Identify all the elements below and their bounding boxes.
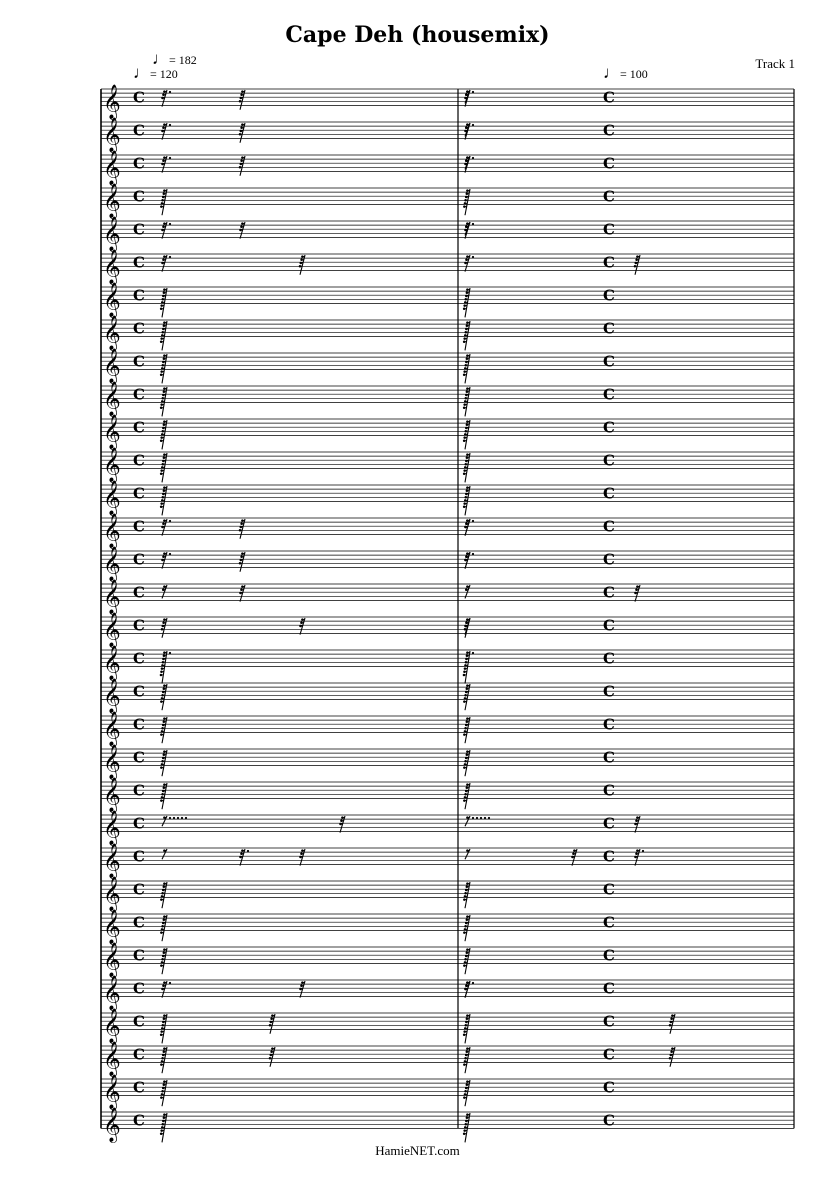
time-signature-icon: C bbox=[133, 286, 145, 305]
staff-31 bbox=[101, 1074, 794, 1110]
tempo-value: = 120 bbox=[150, 67, 178, 81]
time-signature-icon: C bbox=[133, 946, 145, 965]
time-signature-icon: C bbox=[133, 550, 145, 569]
staff-4 bbox=[101, 183, 794, 219]
time-signature-icon: C bbox=[133, 418, 145, 437]
sixty-fourth-rest-icon bbox=[160, 354, 167, 383]
time-signature-icon: C bbox=[133, 253, 145, 272]
treble-clef-icon: 𝄞 bbox=[103, 579, 121, 615]
sixty-fourth-rest-icon bbox=[463, 387, 470, 416]
time-signature-icon: C bbox=[603, 814, 615, 833]
sixty-fourth-rest-icon bbox=[463, 750, 470, 776]
quarter-note-icon: ♩ bbox=[603, 63, 620, 82]
time-signature-icon: C bbox=[133, 583, 145, 602]
augmentation-dot bbox=[169, 817, 171, 819]
staff-15 bbox=[101, 546, 794, 582]
sixty-fourth-rest-icon bbox=[299, 849, 305, 866]
time-signature-icon: C bbox=[603, 352, 615, 371]
tempo-value: = 182 bbox=[169, 53, 197, 67]
staff-10 bbox=[101, 381, 794, 417]
augmentation-dot bbox=[472, 520, 474, 522]
sixty-fourth-rest-icon bbox=[464, 552, 470, 569]
time-signature-icon: C bbox=[133, 121, 145, 140]
sixty-fourth-rest-icon bbox=[463, 684, 470, 710]
sixty-fourth-rest-icon bbox=[464, 618, 470, 635]
sixty-fourth-rest-icon bbox=[161, 519, 171, 536]
staff-27 bbox=[101, 942, 794, 978]
sixty-fourth-rest-icon bbox=[161, 123, 171, 140]
staff-32 bbox=[101, 1107, 794, 1143]
treble-clef-icon: 𝄞 bbox=[103, 183, 121, 219]
staff-28 bbox=[101, 975, 794, 1011]
time-signature-icon: C bbox=[133, 715, 145, 734]
time-signature-icon: C bbox=[133, 1078, 145, 1097]
track-label: Track 1 bbox=[755, 56, 795, 71]
sixty-fourth-rest-icon bbox=[463, 717, 470, 743]
sixty-fourth-rest-icon bbox=[463, 915, 470, 941]
sixty-fourth-rest-icon bbox=[160, 882, 167, 908]
augmentation-dot bbox=[181, 817, 183, 819]
staff-22 bbox=[101, 777, 794, 813]
time-signature-icon: C bbox=[133, 1012, 145, 1031]
treble-clef-icon: 𝄞 bbox=[103, 678, 121, 714]
time-signature-icon: C bbox=[603, 253, 615, 272]
treble-clef-icon: 𝄞 bbox=[103, 810, 121, 846]
sixty-fourth-rest-icon bbox=[463, 1014, 470, 1043]
time-signature-icon: C bbox=[603, 286, 615, 305]
augmentation-dot bbox=[169, 124, 171, 126]
time-signature-icon: C bbox=[603, 979, 615, 998]
time-signature-icon: C bbox=[603, 616, 615, 635]
time-signature-icon: C bbox=[133, 649, 145, 668]
time-signature-icon: C bbox=[603, 1078, 615, 1097]
sixty-fourth-rest-icon bbox=[160, 750, 167, 776]
staff-13 bbox=[101, 480, 794, 516]
quarter-note-icon: ♩ bbox=[133, 63, 150, 82]
treble-clef-icon: 𝄞 bbox=[103, 84, 121, 120]
time-signature-icon: C bbox=[603, 880, 615, 899]
time-signature-icon: C bbox=[603, 682, 615, 701]
sixty-fourth-rest-icon bbox=[463, 783, 470, 809]
time-signature-icon: C bbox=[133, 1045, 145, 1064]
time-signature-icon: C bbox=[603, 385, 615, 404]
time-signature-icon: C bbox=[133, 352, 145, 371]
sixty-fourth-rest-icon bbox=[161, 255, 171, 272]
augmentation-dot bbox=[476, 817, 478, 819]
sixty-fourth-rest-icon bbox=[162, 849, 167, 859]
time-signature-icon: C bbox=[133, 88, 145, 107]
staff-24 bbox=[101, 843, 794, 879]
time-signature-icon: C bbox=[603, 748, 615, 767]
augmentation-dot bbox=[169, 157, 171, 159]
sixty-fourth-rest-icon bbox=[161, 552, 171, 569]
sixty-fourth-rest-icon bbox=[634, 849, 644, 866]
sixty-fourth-rest-icon bbox=[160, 915, 167, 941]
time-signature-icon: C bbox=[603, 583, 615, 602]
time-signature-icon: C bbox=[133, 484, 145, 503]
sixty-fourth-rest-icon bbox=[463, 486, 470, 515]
treble-clef-icon: 𝄞 bbox=[103, 282, 121, 318]
augmentation-dot bbox=[472, 817, 474, 819]
staff-7 bbox=[101, 282, 794, 318]
augmentation-dot bbox=[472, 91, 474, 93]
staff-17 bbox=[101, 612, 794, 648]
staff-18 bbox=[101, 645, 794, 683]
sixty-fourth-rest-icon bbox=[160, 1047, 167, 1073]
treble-clef-icon: 𝄞 bbox=[103, 414, 121, 450]
sixty-fourth-rest-icon bbox=[161, 981, 171, 998]
treble-clef-icon: 𝄞 bbox=[103, 975, 121, 1011]
sixty-fourth-rest-icon bbox=[160, 1080, 167, 1106]
time-signature-icon: C bbox=[603, 1111, 615, 1130]
sixty-fourth-rest-icon bbox=[239, 585, 245, 602]
treble-clef-icon: 𝄞 bbox=[103, 150, 121, 186]
staff-23 bbox=[101, 810, 794, 846]
sixty-fourth-rest-icon bbox=[463, 1113, 470, 1142]
time-signature-icon: C bbox=[603, 319, 615, 338]
augmentation-dot bbox=[169, 520, 171, 522]
time-signature-icon: C bbox=[133, 880, 145, 899]
sixty-fourth-rest-icon bbox=[465, 849, 470, 859]
sixty-fourth-rest-icon bbox=[463, 354, 470, 383]
sixty-fourth-rest-icon bbox=[463, 1080, 470, 1106]
time-signature-icon: C bbox=[133, 748, 145, 767]
time-signature-icon: C bbox=[603, 649, 615, 668]
augmentation-dot bbox=[472, 124, 474, 126]
staff-25 bbox=[101, 876, 794, 912]
staff-14 bbox=[101, 513, 794, 549]
augmentation-dot bbox=[169, 652, 171, 654]
time-signature-icon: C bbox=[603, 187, 615, 206]
treble-clef-icon: 𝄞 bbox=[103, 876, 121, 912]
staff-9 bbox=[101, 348, 794, 384]
treble-clef-icon: 𝄞 bbox=[103, 777, 121, 813]
augmentation-dot bbox=[484, 817, 486, 819]
sixty-fourth-rest-icon bbox=[160, 1014, 167, 1043]
augmentation-dot bbox=[488, 817, 490, 819]
sixty-fourth-rest-icon bbox=[160, 948, 167, 974]
tempo-value: = 100 bbox=[620, 67, 648, 81]
staff-2 bbox=[101, 117, 794, 153]
time-signature-icon: C bbox=[603, 715, 615, 734]
sixty-fourth-rest-icon bbox=[464, 981, 470, 998]
augmentation-dot bbox=[173, 817, 175, 819]
augmentation-dot bbox=[177, 817, 179, 819]
time-signature-icon: C bbox=[133, 1111, 145, 1130]
time-signature-icon: C bbox=[133, 451, 145, 470]
augmentation-dot bbox=[472, 223, 474, 225]
sixty-fourth-rest-icon bbox=[160, 486, 167, 515]
sixty-fourth-rest-icon bbox=[239, 222, 245, 239]
time-signature-icon: C bbox=[603, 88, 615, 107]
sixty-fourth-rest-icon bbox=[463, 948, 470, 974]
score-title: Cape Deh (housemix) bbox=[285, 22, 550, 48]
treble-clef-icon: 𝄞 bbox=[103, 117, 121, 153]
staff-8 bbox=[101, 315, 794, 351]
time-signature-icon: C bbox=[133, 979, 145, 998]
time-signature-icon: C bbox=[133, 517, 145, 536]
sixty-fourth-rest-icon bbox=[634, 816, 640, 833]
time-signature-icon: C bbox=[133, 385, 145, 404]
time-signature-icon: C bbox=[133, 913, 145, 932]
time-signature-icon: C bbox=[133, 847, 145, 866]
sixty-fourth-rest-icon bbox=[160, 717, 167, 743]
staff-30 bbox=[101, 1041, 794, 1077]
time-signature-icon: C bbox=[603, 154, 615, 173]
time-signature-icon: C bbox=[603, 913, 615, 932]
sixty-fourth-rest-icon bbox=[463, 321, 470, 350]
sixty-fourth-rest-icon bbox=[463, 288, 470, 317]
treble-clef-icon: 𝄞 bbox=[103, 381, 121, 417]
sixty-fourth-rest-icon bbox=[239, 849, 249, 866]
staff-19 bbox=[101, 678, 794, 714]
sixty-fourth-rest-icon bbox=[162, 816, 187, 826]
augmentation-dot bbox=[169, 256, 171, 258]
treble-clef-icon: 𝄞 bbox=[103, 843, 121, 879]
augmentation-dot bbox=[472, 652, 474, 654]
time-signature-icon: C bbox=[603, 847, 615, 866]
time-signature-icon: C bbox=[603, 550, 615, 569]
staff-5 bbox=[101, 216, 794, 252]
sixty-fourth-rest-icon bbox=[464, 519, 470, 536]
sixty-fourth-rest-icon bbox=[160, 684, 167, 710]
time-signature-icon: C bbox=[603, 781, 615, 800]
treble-clef-icon: 𝄞 bbox=[103, 645, 121, 681]
sixty-fourth-rest-icon bbox=[299, 981, 305, 998]
time-signature-icon: C bbox=[133, 220, 145, 239]
staff-12 bbox=[101, 447, 794, 483]
staff-16 bbox=[101, 579, 794, 615]
time-signature-icon: C bbox=[603, 220, 615, 239]
sixty-fourth-rest-icon bbox=[463, 1047, 470, 1073]
time-signature-icon: C bbox=[603, 451, 615, 470]
augmentation-dot bbox=[185, 817, 187, 819]
augmentation-dot bbox=[169, 982, 171, 984]
sixty-fourth-rest-icon bbox=[160, 189, 167, 215]
sixty-fourth-rest-icon bbox=[161, 156, 171, 173]
treble-clef-icon: 𝄞 bbox=[103, 546, 121, 582]
sixty-fourth-rest-icon bbox=[339, 816, 345, 833]
staff-6 bbox=[101, 249, 794, 285]
sixty-fourth-rest-icon bbox=[465, 816, 490, 826]
time-signature-icon: C bbox=[603, 517, 615, 536]
sixty-fourth-rest-icon bbox=[160, 453, 167, 482]
sixty-fourth-rest-icon bbox=[160, 321, 167, 350]
sixty-fourth-rest-icon bbox=[160, 783, 167, 809]
augmentation-dot bbox=[472, 553, 474, 555]
staff-26 bbox=[101, 909, 794, 945]
augmentation-dot bbox=[642, 850, 644, 852]
sixty-fourth-rest-icon bbox=[463, 453, 470, 482]
treble-clef-icon: 𝄞 bbox=[103, 480, 121, 516]
sixty-fourth-rest-icon bbox=[160, 651, 171, 684]
sixty-fourth-rest-icon bbox=[160, 288, 167, 317]
augmentation-dot bbox=[472, 982, 474, 984]
treble-clef-icon: 𝄞 bbox=[103, 348, 121, 384]
augmentation-dot bbox=[169, 91, 171, 93]
sixty-fourth-rest-icon bbox=[160, 1113, 167, 1142]
sixty-fourth-rest-icon bbox=[634, 585, 640, 602]
time-signature-icon: C bbox=[603, 1045, 615, 1064]
footer-credit: HamieNET.com bbox=[375, 1143, 460, 1158]
staff-3 bbox=[101, 150, 794, 186]
time-signature-icon: C bbox=[133, 187, 145, 206]
treble-clef-icon: 𝄞 bbox=[103, 1074, 121, 1110]
sixty-fourth-rest-icon bbox=[299, 618, 305, 635]
augmentation-dot bbox=[480, 817, 482, 819]
staff-21 bbox=[101, 744, 794, 780]
staff-11 bbox=[101, 414, 794, 450]
augmentation-dot bbox=[472, 256, 474, 258]
sixty-fourth-rest-icon bbox=[160, 387, 167, 416]
sixty-fourth-rest-icon bbox=[463, 882, 470, 908]
treble-clef-icon: 𝄞 bbox=[103, 315, 121, 351]
staff-1 bbox=[101, 84, 794, 120]
time-signature-icon: C bbox=[133, 319, 145, 338]
time-signature-icon: C bbox=[603, 1012, 615, 1031]
augmentation-dot bbox=[472, 157, 474, 159]
staff-20 bbox=[101, 711, 794, 747]
sixty-fourth-rest-icon bbox=[160, 420, 167, 449]
time-signature-icon: C bbox=[603, 418, 615, 437]
sixty-fourth-rest-icon bbox=[464, 255, 474, 272]
treble-clef-icon: 𝄞 bbox=[103, 513, 121, 549]
treble-clef-icon: 𝄞 bbox=[103, 909, 121, 945]
time-signature-icon: C bbox=[603, 484, 615, 503]
treble-clef-icon: 𝄞 bbox=[103, 249, 121, 285]
time-signature-icon: C bbox=[133, 814, 145, 833]
treble-clef-icon: 𝄞 bbox=[103, 1107, 121, 1143]
staff-29 bbox=[101, 1008, 794, 1044]
sixty-fourth-rest-icon bbox=[161, 90, 171, 107]
augmentation-dot bbox=[247, 850, 249, 852]
sixty-fourth-rest-icon bbox=[463, 651, 474, 684]
treble-clef-icon: 𝄞 bbox=[103, 744, 121, 780]
augmentation-dot bbox=[169, 553, 171, 555]
sixty-fourth-rest-icon bbox=[463, 189, 470, 215]
treble-clef-icon: 𝄞 bbox=[103, 1041, 121, 1077]
augmentation-dot bbox=[169, 223, 171, 225]
treble-clef-icon: 𝄞 bbox=[103, 216, 121, 252]
treble-clef-icon: 𝄞 bbox=[103, 711, 121, 747]
time-signature-icon: C bbox=[133, 616, 145, 635]
time-signature-icon: C bbox=[133, 682, 145, 701]
treble-clef-icon: 𝄞 bbox=[103, 1008, 121, 1044]
treble-clef-icon: 𝄞 bbox=[103, 942, 121, 978]
treble-clef-icon: 𝄞 bbox=[103, 612, 121, 648]
time-signature-icon: C bbox=[603, 121, 615, 140]
treble-clef-icon: 𝄞 bbox=[103, 447, 121, 483]
time-signature-icon: C bbox=[133, 781, 145, 800]
sixty-fourth-rest-icon bbox=[463, 420, 470, 449]
sixty-fourth-rest-icon bbox=[161, 222, 171, 239]
sixty-fourth-rest-icon bbox=[571, 849, 577, 866]
quarter-note-icon: ♩ bbox=[152, 49, 169, 68]
time-signature-icon: C bbox=[133, 154, 145, 173]
time-signature-icon: C bbox=[603, 946, 615, 965]
